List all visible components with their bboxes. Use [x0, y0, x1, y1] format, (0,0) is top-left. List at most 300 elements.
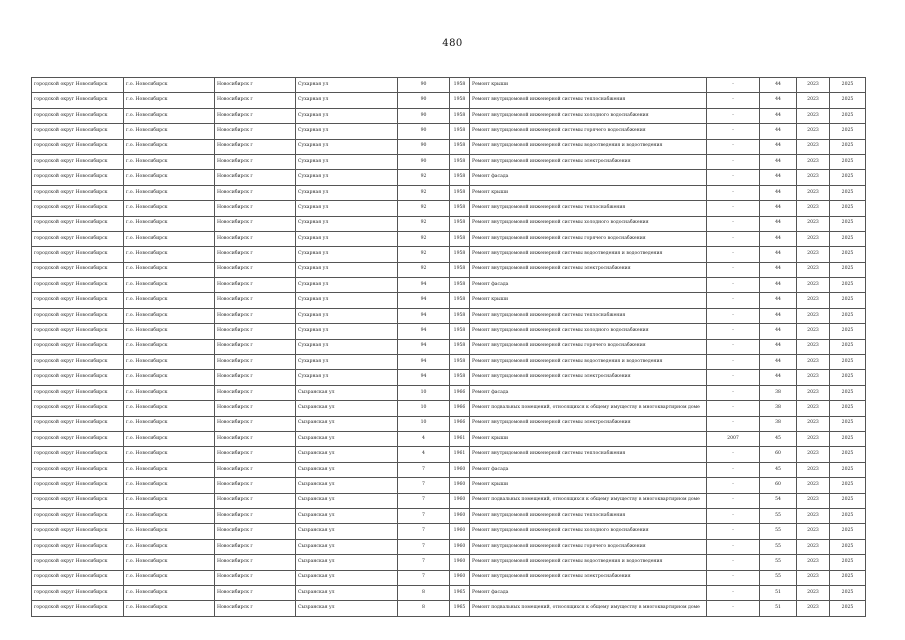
- cell-street: Сызранская ул: [296, 524, 398, 539]
- cell-municipality: городской округ Новосибирск: [32, 247, 124, 262]
- cell-okrug: г.о. Новосибирск: [124, 124, 215, 139]
- cell-street: Сызранская ул: [296, 555, 398, 570]
- cell-last-repair: -: [707, 493, 760, 508]
- cell-locality: Новосибирск г: [215, 216, 296, 231]
- cell-locality: Новосибирск г: [215, 585, 296, 600]
- cell-last-repair: -: [707, 524, 760, 539]
- cell-municipality: городской округ Новосибирск: [32, 78, 124, 93]
- cell-year-to: 2025: [830, 493, 866, 508]
- cell-okrug: г.о. Новосибирск: [124, 108, 215, 123]
- cell-cost: 51: [760, 585, 797, 600]
- cell-okrug: г.о. Новосибирск: [124, 570, 215, 585]
- cell-street: Сызранская ул: [296, 462, 398, 477]
- cell-last-repair: -: [707, 339, 760, 354]
- cell-street: Сухарная ул: [296, 139, 398, 154]
- cell-house-number: 10: [398, 401, 450, 416]
- cell-build-year: 1960: [450, 462, 470, 477]
- cell-street: Сухарная ул: [296, 247, 398, 262]
- cell-locality: Новосибирск г: [215, 524, 296, 539]
- table-row: [32, 539, 866, 554]
- cell-year-from: 2023: [797, 185, 830, 200]
- cell-locality: Новосибирск г: [215, 431, 296, 446]
- cell-year-to: 2025: [830, 385, 866, 400]
- cell-work-type: Ремонт внутридомовой инженерной системы теплоснабжения: [470, 508, 707, 523]
- cell-street: Сухарная ул: [296, 308, 398, 323]
- cell-last-repair: -: [707, 370, 760, 385]
- cell-work-type: Ремонт крыши: [470, 431, 707, 446]
- cell-year-from: 2023: [797, 462, 830, 477]
- cell-house-number: 8: [398, 601, 450, 616]
- cell-build-year: 1958: [450, 308, 470, 323]
- cell-year-to: 2025: [830, 508, 866, 523]
- cell-cost: 44: [760, 370, 797, 385]
- cell-street: Сухарная ул: [296, 339, 398, 354]
- cell-street: Сухарная ул: [296, 78, 398, 93]
- cell-street: Сызранская ул: [296, 539, 398, 554]
- cell-work-type: Ремонт фасада: [470, 585, 707, 600]
- cell-municipality: городской округ Новосибирск: [32, 108, 124, 123]
- cell-street: Сухарная ул: [296, 216, 398, 231]
- cell-house-number: 8: [398, 585, 450, 600]
- cell-locality: Новосибирск г: [215, 93, 296, 108]
- cell-last-repair: -: [707, 216, 760, 231]
- cell-street: Сызранская ул: [296, 493, 398, 508]
- cell-year-from: 2023: [797, 601, 830, 616]
- cell-year-to: 2025: [830, 539, 866, 554]
- cell-municipality: городской округ Новосибирск: [32, 478, 124, 493]
- cell-work-type: Ремонт внутридомовой инженерной системы электроснабжения: [470, 370, 707, 385]
- table-row: [32, 401, 866, 416]
- table-row: [32, 154, 866, 169]
- cell-okrug: г.о. Новосибирск: [124, 539, 215, 554]
- cell-locality: Новосибирск г: [215, 231, 296, 246]
- cell-okrug: г.о. Новосибирск: [124, 478, 215, 493]
- cell-year-to: 2025: [830, 339, 866, 354]
- cell-build-year: 1958: [450, 201, 470, 216]
- cell-build-year: 1958: [450, 355, 470, 370]
- cell-build-year: 1958: [450, 216, 470, 231]
- table-row: [32, 524, 866, 539]
- cell-build-year: 1965: [450, 601, 470, 616]
- page-number: 480: [442, 38, 463, 49]
- cell-municipality: городской округ Новосибирск: [32, 416, 124, 431]
- cell-last-repair: -: [707, 401, 760, 416]
- cell-last-repair: -: [707, 108, 760, 123]
- cell-locality: Новосибирск г: [215, 154, 296, 169]
- cell-last-repair: -: [707, 185, 760, 200]
- cell-street: Сызранская ул: [296, 447, 398, 462]
- table-row: [32, 570, 866, 585]
- cell-municipality: городской округ Новосибирск: [32, 170, 124, 185]
- cell-cost: 38: [760, 401, 797, 416]
- cell-build-year: 1960: [450, 570, 470, 585]
- cell-year-to: 2025: [830, 478, 866, 493]
- cell-municipality: городской округ Новосибирск: [32, 555, 124, 570]
- cell-year-to: 2025: [830, 78, 866, 93]
- cell-house-number: 10: [398, 416, 450, 431]
- cell-locality: Новосибирск г: [215, 108, 296, 123]
- cell-house-number: 90: [398, 108, 450, 123]
- cell-municipality: городской округ Новосибирск: [32, 339, 124, 354]
- cell-municipality: городской округ Новосибирск: [32, 462, 124, 477]
- table-row: [32, 324, 866, 339]
- cell-year-to: 2025: [830, 108, 866, 123]
- cell-build-year: 1958: [450, 185, 470, 200]
- cell-year-from: 2023: [797, 555, 830, 570]
- cell-okrug: г.о. Новосибирск: [124, 93, 215, 108]
- cell-cost: 44: [760, 170, 797, 185]
- cell-year-from: 2023: [797, 139, 830, 154]
- cell-year-to: 2025: [830, 308, 866, 323]
- cell-year-to: 2025: [830, 370, 866, 385]
- cell-locality: Новосибирск г: [215, 78, 296, 93]
- cell-house-number: 94: [398, 355, 450, 370]
- cell-last-repair: -: [707, 247, 760, 262]
- cell-locality: Новосибирск г: [215, 262, 296, 277]
- cell-municipality: городской округ Новосибирск: [32, 293, 124, 308]
- cell-year-to: 2025: [830, 201, 866, 216]
- cell-year-from: 2023: [797, 585, 830, 600]
- cell-okrug: г.о. Новосибирск: [124, 416, 215, 431]
- cell-build-year: 1958: [450, 108, 470, 123]
- cell-year-from: 2023: [797, 493, 830, 508]
- cell-municipality: городской округ Новосибирск: [32, 370, 124, 385]
- cell-year-to: 2025: [830, 231, 866, 246]
- cell-okrug: г.о. Новосибирск: [124, 154, 215, 169]
- table-row: [32, 108, 866, 123]
- cell-house-number: 7: [398, 555, 450, 570]
- cell-cost: 44: [760, 339, 797, 354]
- cell-year-from: 2023: [797, 355, 830, 370]
- cell-last-repair: -: [707, 308, 760, 323]
- cell-house-number: 7: [398, 478, 450, 493]
- cell-okrug: г.о. Новосибирск: [124, 231, 215, 246]
- cell-year-to: 2025: [830, 570, 866, 585]
- table-row: [32, 247, 866, 262]
- table-row: [32, 478, 866, 493]
- cell-year-from: 2023: [797, 231, 830, 246]
- cell-okrug: г.о. Новосибирск: [124, 247, 215, 262]
- cell-municipality: городской округ Новосибирск: [32, 601, 124, 616]
- cell-work-type: Ремонт крыши: [470, 293, 707, 308]
- cell-house-number: 10: [398, 385, 450, 400]
- table-row: [32, 170, 866, 185]
- cell-build-year: 1958: [450, 247, 470, 262]
- cell-year-from: 2023: [797, 370, 830, 385]
- cell-cost: 44: [760, 308, 797, 323]
- cell-municipality: городской округ Новосибирск: [32, 570, 124, 585]
- cell-build-year: 1961: [450, 431, 470, 446]
- cell-year-to: 2025: [830, 185, 866, 200]
- cell-cost: 60: [760, 447, 797, 462]
- cell-build-year: 1958: [450, 93, 470, 108]
- cell-municipality: городской округ Новосибирск: [32, 201, 124, 216]
- cell-year-from: 2023: [797, 308, 830, 323]
- cell-house-number: 7: [398, 493, 450, 508]
- cell-locality: Новосибирск г: [215, 293, 296, 308]
- table-row: [32, 185, 866, 200]
- cell-work-type: Ремонт фасада: [470, 385, 707, 400]
- cell-street: Сухарная ул: [296, 108, 398, 123]
- cell-street: Сызранская ул: [296, 585, 398, 600]
- cell-street: Сызранская ул: [296, 385, 398, 400]
- cell-last-repair: -: [707, 416, 760, 431]
- cell-work-type: Ремонт внутридомовой инженерной системы электроснабжения: [470, 416, 707, 431]
- cell-year-to: 2025: [830, 278, 866, 293]
- cell-house-number: 94: [398, 278, 450, 293]
- cell-municipality: городской округ Новосибирск: [32, 231, 124, 246]
- table-row: [32, 370, 866, 385]
- cell-municipality: городской округ Новосибирск: [32, 154, 124, 169]
- cell-municipality: городской округ Новосибирск: [32, 216, 124, 231]
- cell-okrug: г.о. Новосибирск: [124, 216, 215, 231]
- cell-okrug: г.о. Новосибирск: [124, 355, 215, 370]
- cell-build-year: 1958: [450, 324, 470, 339]
- cell-year-from: 2023: [797, 539, 830, 554]
- cell-street: Сухарная ул: [296, 154, 398, 169]
- cell-work-type: Ремонт фасада: [470, 170, 707, 185]
- cell-street: Сухарная ул: [296, 201, 398, 216]
- cell-okrug: г.о. Новосибирск: [124, 262, 215, 277]
- cell-year-to: 2025: [830, 93, 866, 108]
- cell-build-year: 1958: [450, 170, 470, 185]
- cell-build-year: 1966: [450, 416, 470, 431]
- cell-work-type: Ремонт внутридомовой инженерной системы горячего водоснабжения: [470, 124, 707, 139]
- cell-okrug: г.о. Новосибирск: [124, 324, 215, 339]
- cell-okrug: г.о. Новосибирск: [124, 185, 215, 200]
- cell-house-number: 92: [398, 170, 450, 185]
- table-row: [32, 493, 866, 508]
- cell-okrug: г.о. Новосибирск: [124, 139, 215, 154]
- cell-year-to: 2025: [830, 355, 866, 370]
- cell-work-type: Ремонт внутридомовой инженерной системы холодного водоснабжения: [470, 108, 707, 123]
- cell-okrug: г.о. Новосибирск: [124, 493, 215, 508]
- cell-work-type: Ремонт внутридомовой инженерной системы теплоснабжения: [470, 308, 707, 323]
- table-row: [32, 585, 866, 600]
- cell-build-year: 1958: [450, 124, 470, 139]
- cell-work-type: Ремонт внутридомовой инженерной системы теплоснабжения: [470, 93, 707, 108]
- cell-cost: 44: [760, 324, 797, 339]
- cell-build-year: 1958: [450, 262, 470, 277]
- cell-street: Сухарная ул: [296, 293, 398, 308]
- cell-year-from: 2023: [797, 401, 830, 416]
- cell-locality: Новосибирск г: [215, 401, 296, 416]
- cell-street: Сызранская ул: [296, 478, 398, 493]
- cell-last-repair: -: [707, 93, 760, 108]
- cell-year-to: 2025: [830, 555, 866, 570]
- cell-last-repair: -: [707, 262, 760, 277]
- cell-last-repair: -: [707, 555, 760, 570]
- cell-work-type: Ремонт подвальных помещений, относящихся к общему имуществу в многоквартирном доме: [470, 401, 707, 416]
- cell-work-type: Ремонт внутридомовой инженерной системы холодного водоснабжения: [470, 324, 707, 339]
- cell-municipality: городской округ Новосибирск: [32, 524, 124, 539]
- cell-municipality: городской округ Новосибирск: [32, 278, 124, 293]
- cell-year-to: 2025: [830, 170, 866, 185]
- cell-house-number: 94: [398, 293, 450, 308]
- table-row: [32, 293, 866, 308]
- cell-year-to: 2025: [830, 324, 866, 339]
- cell-locality: Новосибирск г: [215, 478, 296, 493]
- cell-locality: Новосибирск г: [215, 170, 296, 185]
- cell-municipality: городской округ Новосибирск: [32, 93, 124, 108]
- cell-last-repair: -: [707, 539, 760, 554]
- cell-okrug: г.о. Новосибирск: [124, 201, 215, 216]
- cell-okrug: г.о. Новосибирск: [124, 601, 215, 616]
- cell-street: Сухарная ул: [296, 93, 398, 108]
- table-row: [32, 416, 866, 431]
- table-row: [32, 308, 866, 323]
- cell-year-to: 2025: [830, 585, 866, 600]
- cell-locality: Новосибирск г: [215, 201, 296, 216]
- cell-street: Сызранская ул: [296, 431, 398, 446]
- cell-build-year: 1960: [450, 508, 470, 523]
- cell-year-to: 2025: [830, 124, 866, 139]
- cell-work-type: Ремонт внутридомовой инженерной системы водоотведения и водоотведения: [470, 555, 707, 570]
- cell-work-type: Ремонт внутридомовой инженерной системы теплоснабжения: [470, 201, 707, 216]
- cell-cost: 44: [760, 185, 797, 200]
- cell-locality: Новосибирск г: [215, 539, 296, 554]
- cell-work-type: Ремонт внутридомовой инженерной системы горячего водоснабжения: [470, 231, 707, 246]
- cell-work-type: Ремонт внутридомовой инженерной системы электроснабжения: [470, 262, 707, 277]
- cell-locality: Новосибирск г: [215, 308, 296, 323]
- cell-house-number: 4: [398, 447, 450, 462]
- cell-year-from: 2023: [797, 108, 830, 123]
- cell-house-number: 90: [398, 93, 450, 108]
- cell-year-from: 2023: [797, 293, 830, 308]
- cell-cost: 44: [760, 201, 797, 216]
- table-row: [32, 462, 866, 477]
- cell-work-type: Ремонт крыши: [470, 78, 707, 93]
- cell-okrug: г.о. Новосибирск: [124, 555, 215, 570]
- cell-cost: 44: [760, 78, 797, 93]
- cell-work-type: Ремонт внутридомовой инженерной системы водоотведения и водоотведения: [470, 139, 707, 154]
- cell-cost: 44: [760, 108, 797, 123]
- cell-okrug: г.о. Новосибирск: [124, 385, 215, 400]
- cell-street: Сухарная ул: [296, 185, 398, 200]
- cell-build-year: 1958: [450, 278, 470, 293]
- cell-year-from: 2023: [797, 478, 830, 493]
- cell-okrug: г.о. Новосибирск: [124, 293, 215, 308]
- cell-year-to: 2025: [830, 247, 866, 262]
- table-row: [32, 231, 866, 246]
- cell-year-to: 2025: [830, 524, 866, 539]
- cell-cost: 55: [760, 524, 797, 539]
- cell-year-from: 2023: [797, 201, 830, 216]
- cell-house-number: 7: [398, 539, 450, 554]
- cell-work-type: Ремонт подвальных помещений, относящихся к общему имуществу в многоквартирном доме: [470, 493, 707, 508]
- cell-last-repair: -: [707, 585, 760, 600]
- cell-municipality: городской округ Новосибирск: [32, 447, 124, 462]
- cell-build-year: 1960: [450, 524, 470, 539]
- cell-house-number: 92: [398, 247, 450, 262]
- table-row: [32, 601, 866, 616]
- cell-street: Сухарная ул: [296, 355, 398, 370]
- cell-cost: 44: [760, 231, 797, 246]
- cell-house-number: 90: [398, 139, 450, 154]
- table-row: [32, 139, 866, 154]
- cell-work-type: Ремонт фасада: [470, 278, 707, 293]
- cell-okrug: г.о. Новосибирск: [124, 170, 215, 185]
- cell-cost: 44: [760, 216, 797, 231]
- cell-year-from: 2023: [797, 93, 830, 108]
- cell-cost: 45: [760, 431, 797, 446]
- cell-year-from: 2023: [797, 447, 830, 462]
- table-row: [32, 385, 866, 400]
- cell-year-to: 2025: [830, 154, 866, 169]
- cell-build-year: 1966: [450, 385, 470, 400]
- cell-year-to: 2025: [830, 216, 866, 231]
- cell-year-from: 2023: [797, 154, 830, 169]
- cell-year-from: 2023: [797, 416, 830, 431]
- table-row: [32, 93, 866, 108]
- cell-house-number: 90: [398, 154, 450, 169]
- cell-year-to: 2025: [830, 447, 866, 462]
- cell-work-type: Ремонт крыши: [470, 185, 707, 200]
- cell-last-repair: -: [707, 478, 760, 493]
- cell-build-year: 1965: [450, 585, 470, 600]
- cell-cost: 55: [760, 508, 797, 523]
- cell-house-number: 94: [398, 339, 450, 354]
- cell-build-year: 1960: [450, 539, 470, 554]
- table-row: [32, 508, 866, 523]
- cell-build-year: 1960: [450, 478, 470, 493]
- cell-build-year: 1958: [450, 139, 470, 154]
- cell-year-from: 2023: [797, 278, 830, 293]
- cell-locality: Новосибирск г: [215, 570, 296, 585]
- cell-house-number: 94: [398, 370, 450, 385]
- cell-street: Сызранская ул: [296, 401, 398, 416]
- cell-year-from: 2023: [797, 324, 830, 339]
- cell-locality: Новосибирск г: [215, 370, 296, 385]
- cell-last-repair: -: [707, 447, 760, 462]
- cell-municipality: городской округ Новосибирск: [32, 324, 124, 339]
- registry-body: [32, 78, 866, 617]
- cell-work-type: Ремонт внутридомовой инженерной системы водоотведения и водоотведения: [470, 247, 707, 262]
- cell-house-number: 94: [398, 308, 450, 323]
- cell-okrug: г.о. Новосибирск: [124, 524, 215, 539]
- table-row: [32, 447, 866, 462]
- cell-locality: Новосибирск г: [215, 185, 296, 200]
- table-row: [32, 78, 866, 93]
- cell-build-year: 1960: [450, 493, 470, 508]
- cell-locality: Новосибирск г: [215, 508, 296, 523]
- cell-house-number: 92: [398, 216, 450, 231]
- cell-municipality: городской округ Новосибирск: [32, 308, 124, 323]
- cell-last-repair: -: [707, 78, 760, 93]
- cell-municipality: городской округ Новосибирск: [32, 508, 124, 523]
- cell-locality: Новосибирск г: [215, 447, 296, 462]
- cell-municipality: городской округ Новосибирск: [32, 539, 124, 554]
- cell-year-to: 2025: [830, 601, 866, 616]
- cell-last-repair: -: [707, 170, 760, 185]
- registry-table: [31, 77, 866, 617]
- cell-okrug: г.о. Новосибирск: [124, 462, 215, 477]
- cell-cost: 55: [760, 539, 797, 554]
- cell-street: Сухарная ул: [296, 231, 398, 246]
- cell-house-number: 92: [398, 185, 450, 200]
- cell-municipality: городской округ Новосибирск: [32, 493, 124, 508]
- cell-cost: 55: [760, 555, 797, 570]
- cell-cost: 44: [760, 93, 797, 108]
- cell-okrug: г.о. Новосибирск: [124, 278, 215, 293]
- cell-locality: Новосибирск г: [215, 416, 296, 431]
- table-row: [32, 278, 866, 293]
- cell-street: Сухарная ул: [296, 324, 398, 339]
- cell-last-repair: -: [707, 570, 760, 585]
- cell-cost: 44: [760, 154, 797, 169]
- table-row: [32, 262, 866, 277]
- cell-street: Сызранская ул: [296, 570, 398, 585]
